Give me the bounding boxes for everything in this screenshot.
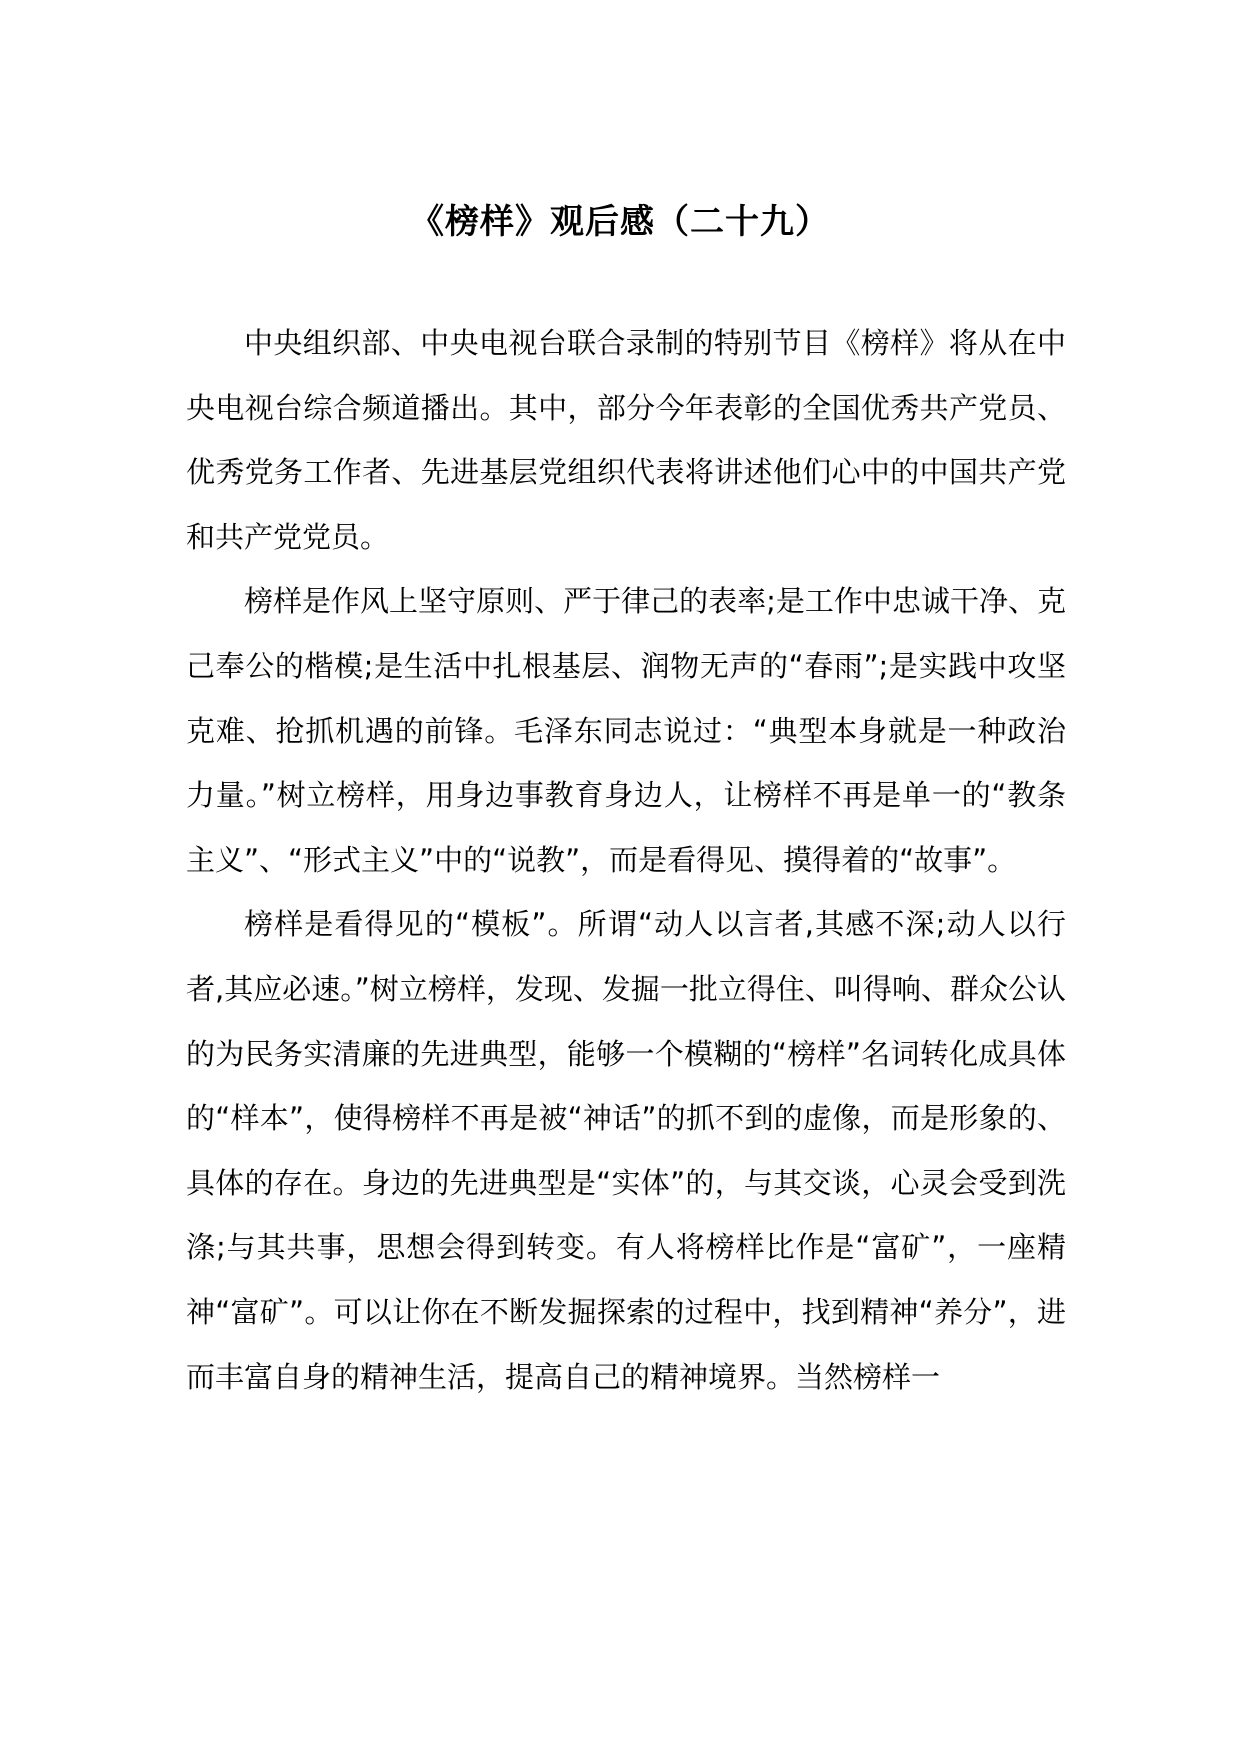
paragraph-1: 中央组织部、中央电视台联合录制的特别节目《榜样》将从在中央电视台综合频道播出。其中，部分今年表彰的全国优秀共产党员、优秀党务工作者、先进基层党组织代表将讲述他们心中的中国共产党和共产党党员。 xyxy=(186,326,1066,554)
document-title: 《榜样》观后感（二十九） xyxy=(410,202,830,242)
paragraph-2: 榜样是作风上坚守原则、严于律己的表率;是工作中忠诚干净、克己奉公的楷模;是生活中扎根基层、润物无声的“春雨”;是实践中攻坚克难、抢抓机遇的前锋。毛泽东同志说过：“典型本身就是一种政治力量。”树立榜样，用身边事教育身边人，让榜样不再是单一的“教条主义”、“形式主义”中的“说教”，而是看得见、摸得着的“故事”。 xyxy=(186,584,1066,877)
document-body xyxy=(186,311,1066,1409)
paragraph-3: 榜样是看得见的“模板”。所谓“动人以言者,其感不深;动人以行者,其应必速。”树立榜样，发现、发掘一批立得住、叫得响、群众公认的为民务实清廉的先进典型，能够一个模糊的“榜样”名词转化成具体的“样本”，使得榜样不再是被“神话”的抓不到的虚像，而是形象的、具体的存在。身边的先进典型是“实体”的，与其交谈，心灵会受到洗涤;与其共事，思想会得到转变。有人将榜样比作是“富矿”，一座精神“富矿”。可以让你在不断发掘探索的过程中，找到精神“养分”，进而丰富自身的精神生活，提高自己的精神境界。当然榜样一 xyxy=(186,907,1066,1394)
